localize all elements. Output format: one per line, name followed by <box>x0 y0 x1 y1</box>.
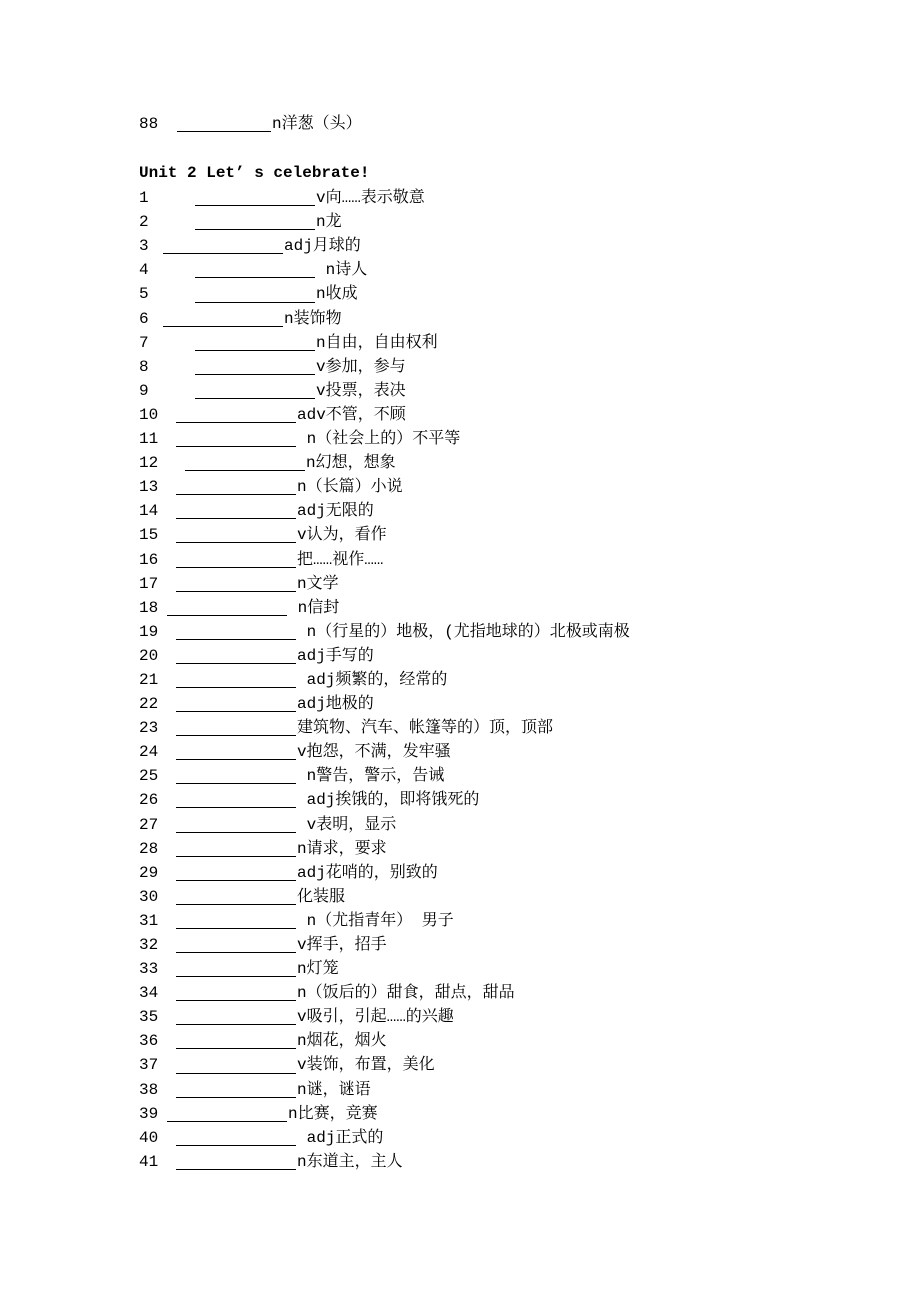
item-number: 24 <box>139 743 159 762</box>
vocab-item-6 <box>139 307 859 331</box>
vocab-item-4 <box>139 258 859 282</box>
answer-blank <box>195 287 315 303</box>
item-definition: v参加，参与 <box>316 357 406 376</box>
answer-blank <box>176 479 296 495</box>
item-number: 5 <box>139 285 149 304</box>
item-definition: adj花哨的，别致的 <box>297 863 438 882</box>
item-definition: v挥手，招手 <box>297 936 387 954</box>
answer-blank <box>176 624 296 640</box>
vocab-item-26 <box>139 788 859 812</box>
item-number: 27 <box>139 815 159 834</box>
item-number: 21 <box>139 670 159 689</box>
item-definition: adj月球的 <box>284 237 361 256</box>
vocab-item-35 <box>139 1005 859 1029</box>
answer-blank <box>176 792 296 808</box>
item-definition: n文学 <box>297 574 339 593</box>
item-number: 39 <box>139 1104 159 1123</box>
vocab-item-88 <box>139 112 859 136</box>
item-definition: n（尤指青年） 男子 <box>297 911 454 930</box>
vocab-item-28 <box>139 837 859 861</box>
item-definition: n（社会上的）不平等 <box>297 430 461 449</box>
vocab-item-7 <box>139 331 859 355</box>
item-number: 34 <box>139 984 159 1003</box>
item-definition: adv不管，不顾 <box>297 405 406 424</box>
item-number: 19 <box>139 622 159 641</box>
item-number: 17 <box>139 574 159 593</box>
item-definition: n（长篇）小说 <box>297 478 403 497</box>
answer-blank <box>163 311 283 327</box>
item-definition: n东道主，主人 <box>297 1152 403 1171</box>
vocab-item-17 <box>139 572 859 596</box>
item-number: 13 <box>139 478 159 497</box>
vocab-item-39 <box>139 1102 859 1126</box>
item-definition: v抱怨，不满，发牢骚 <box>297 743 451 762</box>
answer-blank <box>176 913 296 929</box>
item-number: 9 <box>139 381 149 400</box>
vocab-item-24 <box>139 740 859 764</box>
answer-blank <box>167 600 287 616</box>
answer-blank <box>176 1058 296 1074</box>
item-definition: n装饰物 <box>284 309 342 328</box>
item-definition: n洋葱（头） <box>272 115 362 133</box>
vocab-item-38 <box>139 1078 859 1102</box>
answer-blank <box>176 696 296 712</box>
item-definition: v装饰，布置，美化 <box>297 1056 435 1075</box>
item-number: 31 <box>139 911 159 930</box>
vocab-item-12 <box>139 451 859 475</box>
vocab-item-16 <box>139 548 859 572</box>
item-definition: 把……视作…… <box>297 550 384 569</box>
answer-blank <box>176 431 296 447</box>
vocab-item-10 <box>139 403 859 427</box>
vocab-item-11 <box>139 427 859 451</box>
vocab-item-21 <box>139 668 859 692</box>
answer-blank <box>176 961 296 977</box>
answer-blank <box>195 383 315 399</box>
answer-blank <box>176 648 296 664</box>
answer-blank <box>195 214 315 230</box>
vocab-item-1 <box>139 186 859 210</box>
answer-blank <box>176 576 296 592</box>
item-number: 7 <box>139 333 149 352</box>
item-number: 36 <box>139 1032 159 1051</box>
item-number: 4 <box>139 261 149 280</box>
item-definition: n幻想，想象 <box>306 454 396 473</box>
item-number: 38 <box>139 1080 159 1099</box>
answer-blank <box>176 720 296 736</box>
vocab-item-23 <box>139 716 859 740</box>
answer-blank <box>195 190 315 206</box>
item-number: 37 <box>139 1056 159 1075</box>
answer-blank <box>176 768 296 784</box>
answer-blank <box>176 527 296 543</box>
vocab-item-27 <box>139 813 859 837</box>
vocab-item-8 <box>139 355 859 379</box>
answer-blank <box>195 359 315 375</box>
item-number: 10 <box>139 405 159 424</box>
vocab-item-9 <box>139 379 859 403</box>
item-definition: v吸引，引起……的兴趣 <box>297 1008 454 1027</box>
item-definition: n信封 <box>288 598 340 617</box>
item-number: 30 <box>139 887 159 906</box>
answer-blank <box>176 1130 296 1146</box>
vocab-item-25 <box>139 764 859 788</box>
vocab-item-33 <box>139 957 859 981</box>
item-definition: n警告，警示，告诫 <box>297 767 445 786</box>
item-definition: n比赛，竞赛 <box>288 1104 378 1123</box>
vocab-item-19 <box>139 620 859 644</box>
answer-blank <box>167 1106 287 1122</box>
vocab-item-15 <box>139 523 859 547</box>
item-definition: n诗人 <box>316 261 368 280</box>
item-number: 15 <box>139 526 159 545</box>
item-definition: adj地极的 <box>297 695 374 714</box>
item-definition: adj手写的 <box>297 646 374 665</box>
vocab-item-5 <box>139 282 859 306</box>
vocab-item-29 <box>139 861 859 885</box>
answer-blank <box>177 116 271 132</box>
item-definition: n（饭后的）甜食，甜点，甜品 <box>297 984 515 1003</box>
item-definition: n灯笼 <box>297 960 339 979</box>
vocab-list <box>139 186 859 1174</box>
vocab-item-40 <box>139 1126 859 1150</box>
item-number: 22 <box>139 695 159 714</box>
item-number: 3 <box>139 237 149 256</box>
item-definition: n请求，要求 <box>297 839 387 858</box>
item-definition: v表明，显示 <box>297 815 397 834</box>
vocab-item-31 <box>139 909 859 933</box>
item-number: 40 <box>139 1128 159 1147</box>
item-number: 23 <box>139 719 159 738</box>
item-number: 6 <box>139 309 149 328</box>
answer-blank <box>163 238 283 254</box>
item-definition: 建筑物、汽车、帐篷等的）顶，顶部 <box>297 719 554 738</box>
item-definition: adj频繁的，经常的 <box>297 670 448 689</box>
item-number: 18 <box>139 598 159 617</box>
item-definition: v投票，表决 <box>316 381 406 400</box>
item-number: 16 <box>139 550 159 569</box>
vocab-item-20 <box>139 644 859 668</box>
vocab-item-13 <box>139 475 859 499</box>
answer-blank <box>185 455 305 471</box>
item-definition: adj正式的 <box>297 1128 384 1147</box>
item-number: 2 <box>139 213 149 232</box>
item-definition: n（行星的）地极，(尤指地球的）北极或南极 <box>297 622 630 641</box>
item-number: 35 <box>139 1008 159 1027</box>
item-number: 41 <box>139 1152 159 1171</box>
answer-blank <box>176 817 296 833</box>
vocab-item-37 <box>139 1053 859 1077</box>
answer-blank <box>176 503 296 519</box>
item-definition: n龙 <box>316 213 342 232</box>
vocab-item-2 <box>139 210 859 234</box>
item-number: 29 <box>139 863 159 882</box>
item-definition: adj无限的 <box>297 502 374 521</box>
answer-blank <box>176 1009 296 1025</box>
item-definition: n自由，自由权利 <box>316 333 438 352</box>
vocab-item-14 <box>139 499 859 523</box>
answer-blank <box>176 672 296 688</box>
item-number: 12 <box>139 454 159 473</box>
answer-blank <box>176 865 296 881</box>
item-definition: v认为，看作 <box>297 526 387 545</box>
item-number: 28 <box>139 839 159 858</box>
item-number: 20 <box>139 646 159 665</box>
answer-blank <box>195 335 315 351</box>
item-definition: n收成 <box>316 285 358 304</box>
item-number: 11 <box>139 430 159 449</box>
vocab-item-22 <box>139 692 859 716</box>
item-definition: n烟花，烟火 <box>297 1032 387 1051</box>
vocab-item-3 <box>139 234 859 258</box>
item-number: 26 <box>139 791 159 810</box>
answer-blank <box>176 1033 296 1049</box>
document-page <box>139 112 859 1174</box>
item-definition: v向……表示敬意 <box>316 189 425 208</box>
answer-blank <box>176 889 296 905</box>
item-number: 25 <box>139 767 159 786</box>
item-number: 14 <box>139 502 159 521</box>
vocab-item-30 <box>139 885 859 909</box>
vocab-item-36 <box>139 1029 859 1053</box>
item-number: 8 <box>139 357 149 376</box>
unit-title: Unit 2 Let’ s celebrate! <box>139 164 370 183</box>
answer-blank <box>176 552 296 568</box>
item-number: 33 <box>139 960 159 979</box>
answer-blank <box>195 262 315 278</box>
vocab-item-32 <box>139 933 859 957</box>
vocab-item-18 <box>139 596 859 620</box>
item-definition: 化装服 <box>297 887 346 906</box>
item-definition: adj挨饿的，即将饿死的 <box>297 791 480 810</box>
answer-blank <box>176 937 296 953</box>
vocab-item-34 <box>139 981 859 1005</box>
answer-blank <box>176 407 296 423</box>
item-number: 32 <box>139 936 159 954</box>
answer-blank <box>176 1154 296 1170</box>
answer-blank <box>176 841 296 857</box>
answer-blank <box>176 1082 296 1098</box>
vocab-item-41 <box>139 1150 859 1174</box>
answer-blank <box>176 744 296 760</box>
answer-blank <box>176 985 296 1001</box>
item-definition: n谜，谜语 <box>297 1080 371 1099</box>
item-number: 88 <box>139 115 159 133</box>
item-number: 1 <box>139 189 149 208</box>
